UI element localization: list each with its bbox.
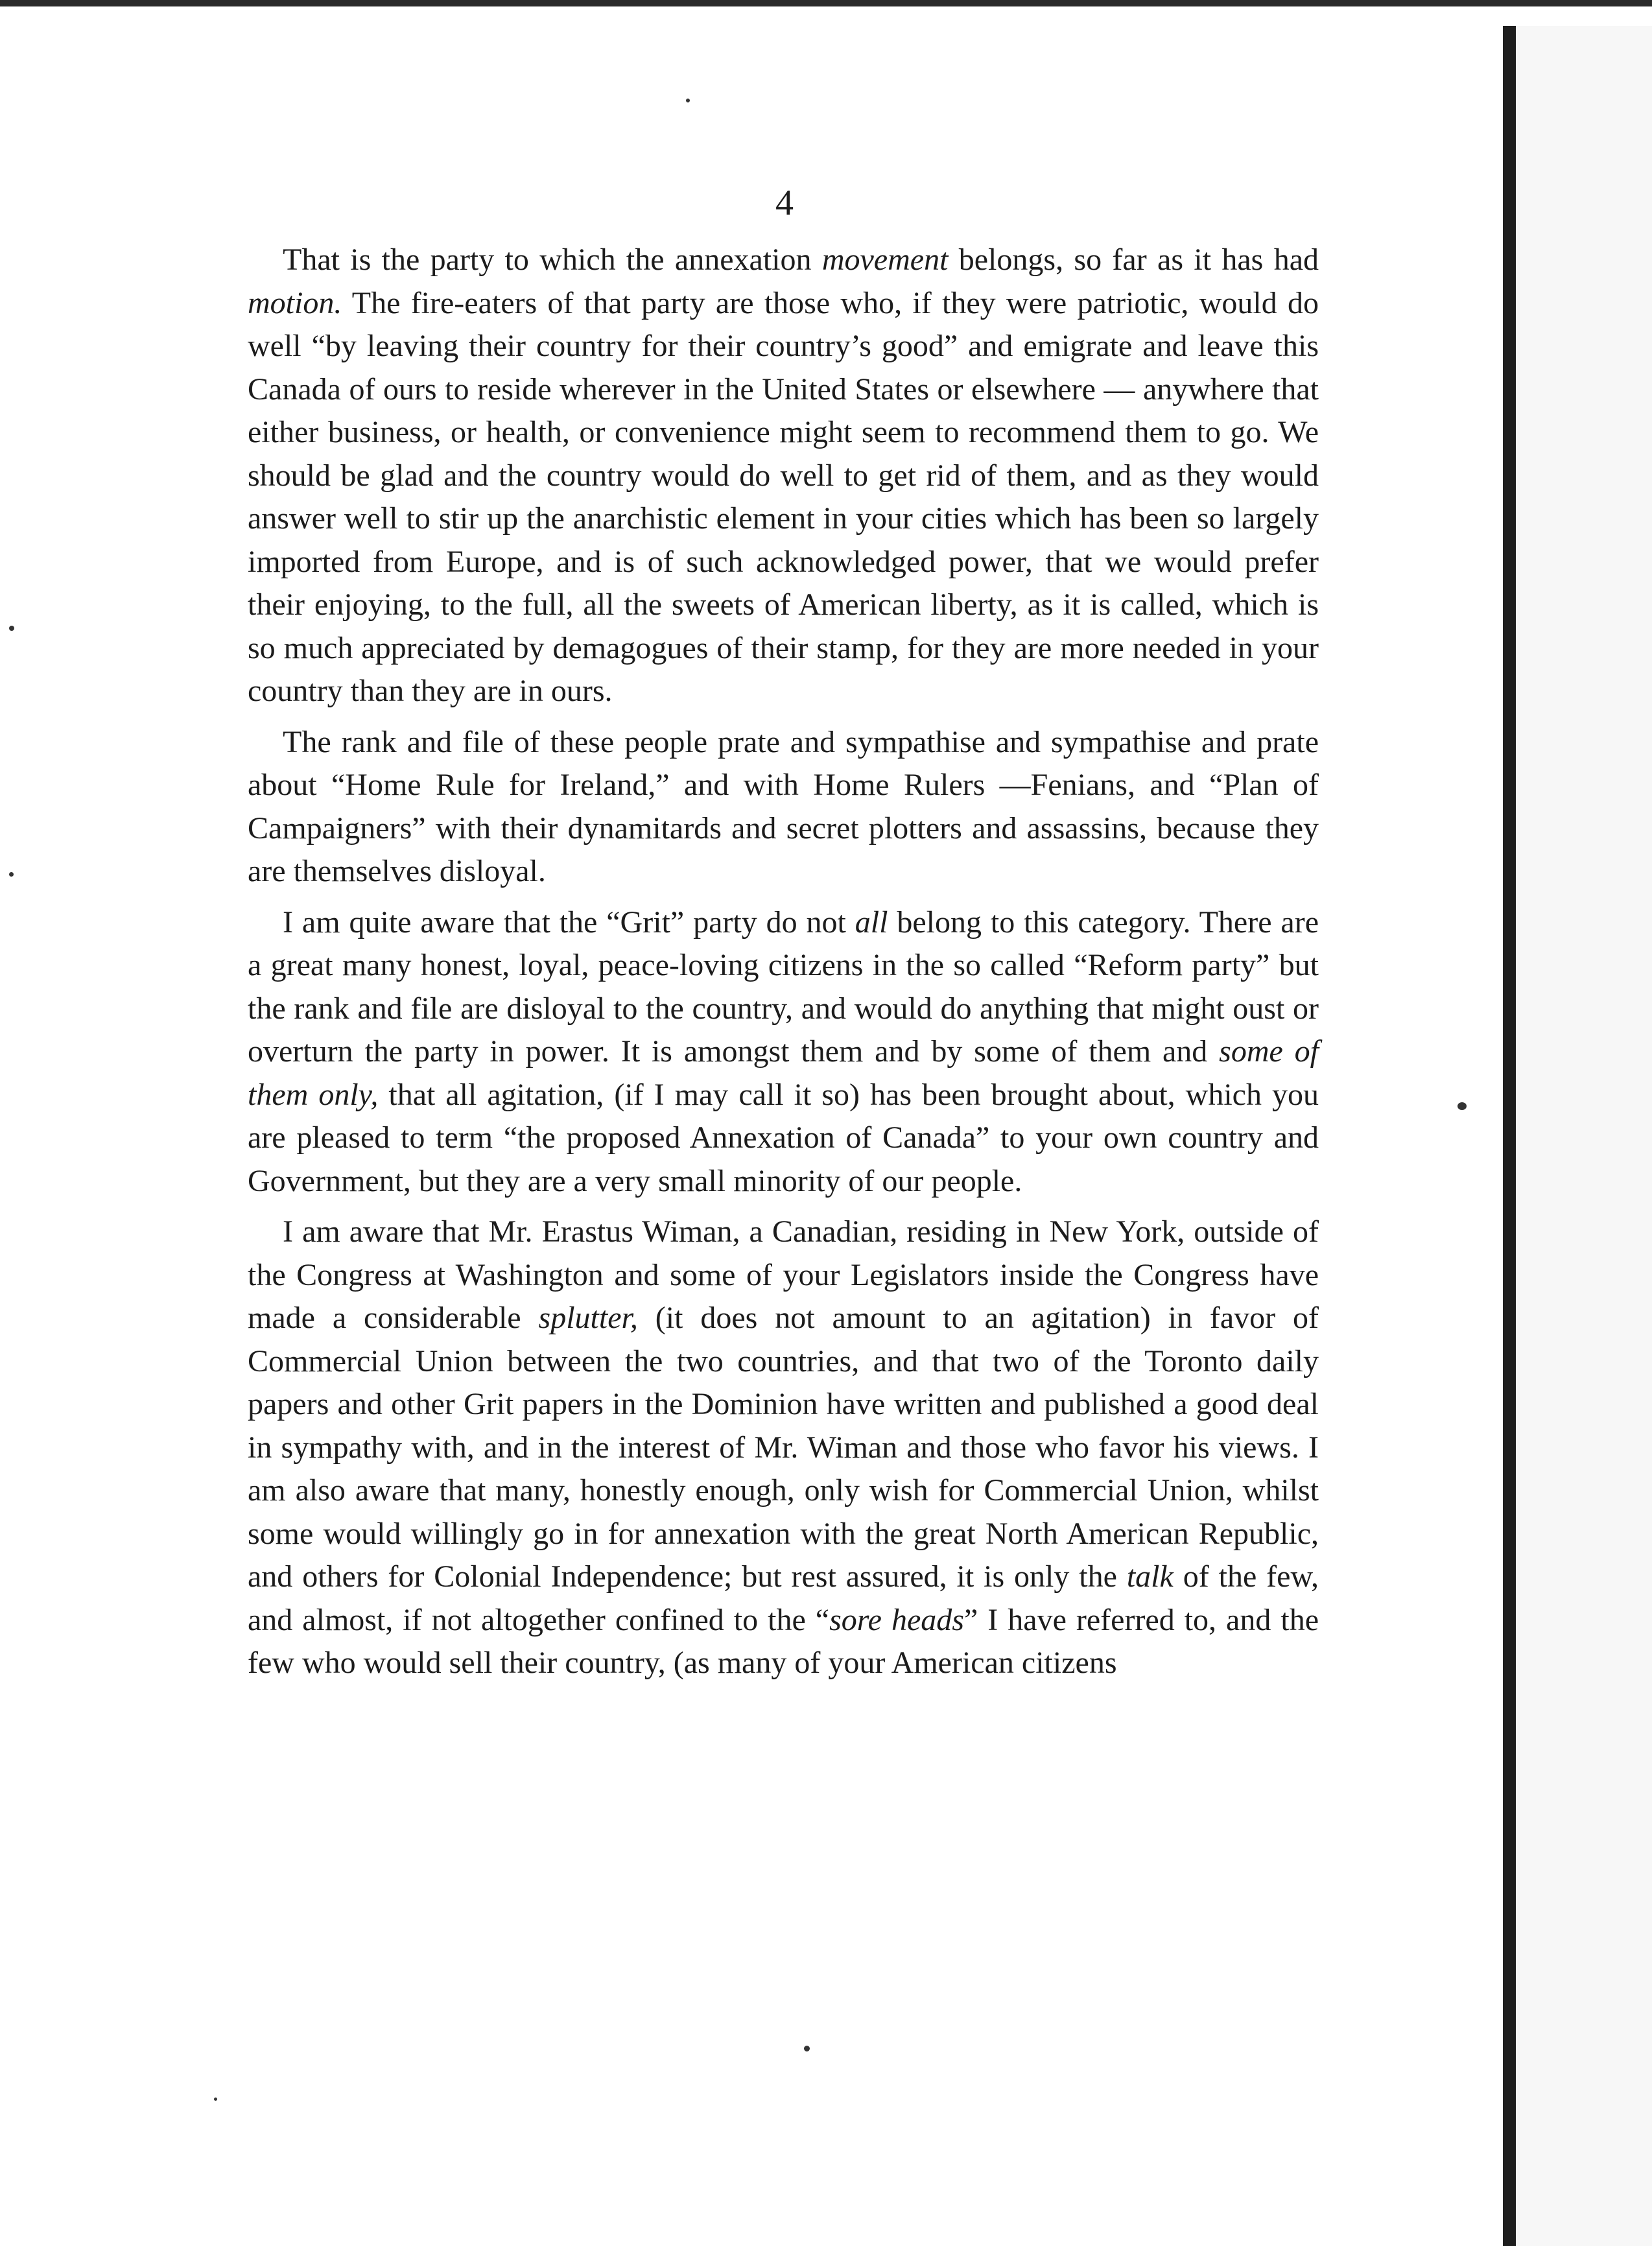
- italic-all: all: [855, 904, 888, 940]
- next-page-edge: [1516, 26, 1652, 2246]
- scan-speck: [686, 99, 690, 102]
- italic-sore-heads: sore heads: [829, 1602, 964, 1637]
- italic-motion: motion.: [248, 285, 342, 320]
- scan-speck: [9, 872, 14, 877]
- scan-speck: [1457, 1102, 1467, 1110]
- page-number: 4: [775, 183, 794, 223]
- scan-speck: [9, 626, 14, 631]
- paragraph-3: I am quite aware that the “Grit” party do not all belong to this category. There are a great many honest, loyal, peace-loving citizens in the so called “Reform party” but the rank and file are disloyal to the country, and would do anything that might oust or overturn the party in power. It is amongst them and by some of them and some of them only, that all agitation, (if I may call it so) has been brought about, which you are pleased to term “the proposed Annexation of Canada” to your own country and Government, but they are a very small minority of our people.: [248, 904, 1319, 1198]
- page-gutter-shadow: [1503, 26, 1516, 2246]
- italic-splutter: splutter,: [538, 1301, 638, 1335]
- paragraph-2: The rank and file of these people prate and sympathise and sympathise and prate about “Home Rule for Ireland,” and with Home Rulers —Fenians, and “Plan of Campaigners” with their dynamitards and secret plotters and assassins, because they are themselves disloyal.: [248, 724, 1319, 888]
- scan-speck: [214, 2098, 217, 2101]
- paragraph-4: I am aware that Mr. Erastus Wiman, a Canadian, residing in New York, outside of the Congress at Washington and some of your Legislators inside the Congress have made a considerable splutter, (it does not amount to an agitation) in favor of Commercial Union between the two countries, and that two of the Toronto daily papers and other Grit papers in the Dominion have written and published a good deal in sympathy with, and in the interest of Mr. Wiman and those who favor his views. I am also aware that many, honestly enough, only wish for Commercial Union, whilst some would willingly go in for annexation with the great North American Republic, and others for Colonial Independence; but rest assured, it is only the talk of the few, and almost, if not altogether confined to the “sore heads” I have referred to, and the few who would sell their country, (as many of your American citizens: [248, 1214, 1319, 1680]
- page-body: [248, 239, 1319, 1685]
- italic-movement: movement: [821, 242, 949, 277]
- italic-some-of-them-only: some of them only,: [248, 1034, 1319, 1112]
- scan-speck: [804, 2046, 810, 2051]
- paragraph-1: That is the party to which the annexation movement belongs, so far as it has had motion. The fire-eaters of that party are those who, if they were patriotic, would do well “by leaving their country for their country’s good” and emigrate and leave this Canada of ours to reside wherever in the United States or elsewhere — anywhere that either business, or health, or convenience might seem to recommend them to go. We should be glad and the country would do well to get rid of them, and as they would answer well to stir up the anarchistic element in your cities which has been so largely imported from Europe, and is of such acknowledged power, that we would prefer their enjoying, to the full, all the sweets of American liberty, as it is called, which is so much appreciated by demagogues of their stamp, for they are more needed in your country than they are in ours.: [248, 242, 1319, 708]
- scan-top-edge: [0, 0, 1652, 6]
- italic-talk: talk: [1126, 1559, 1174, 1594]
